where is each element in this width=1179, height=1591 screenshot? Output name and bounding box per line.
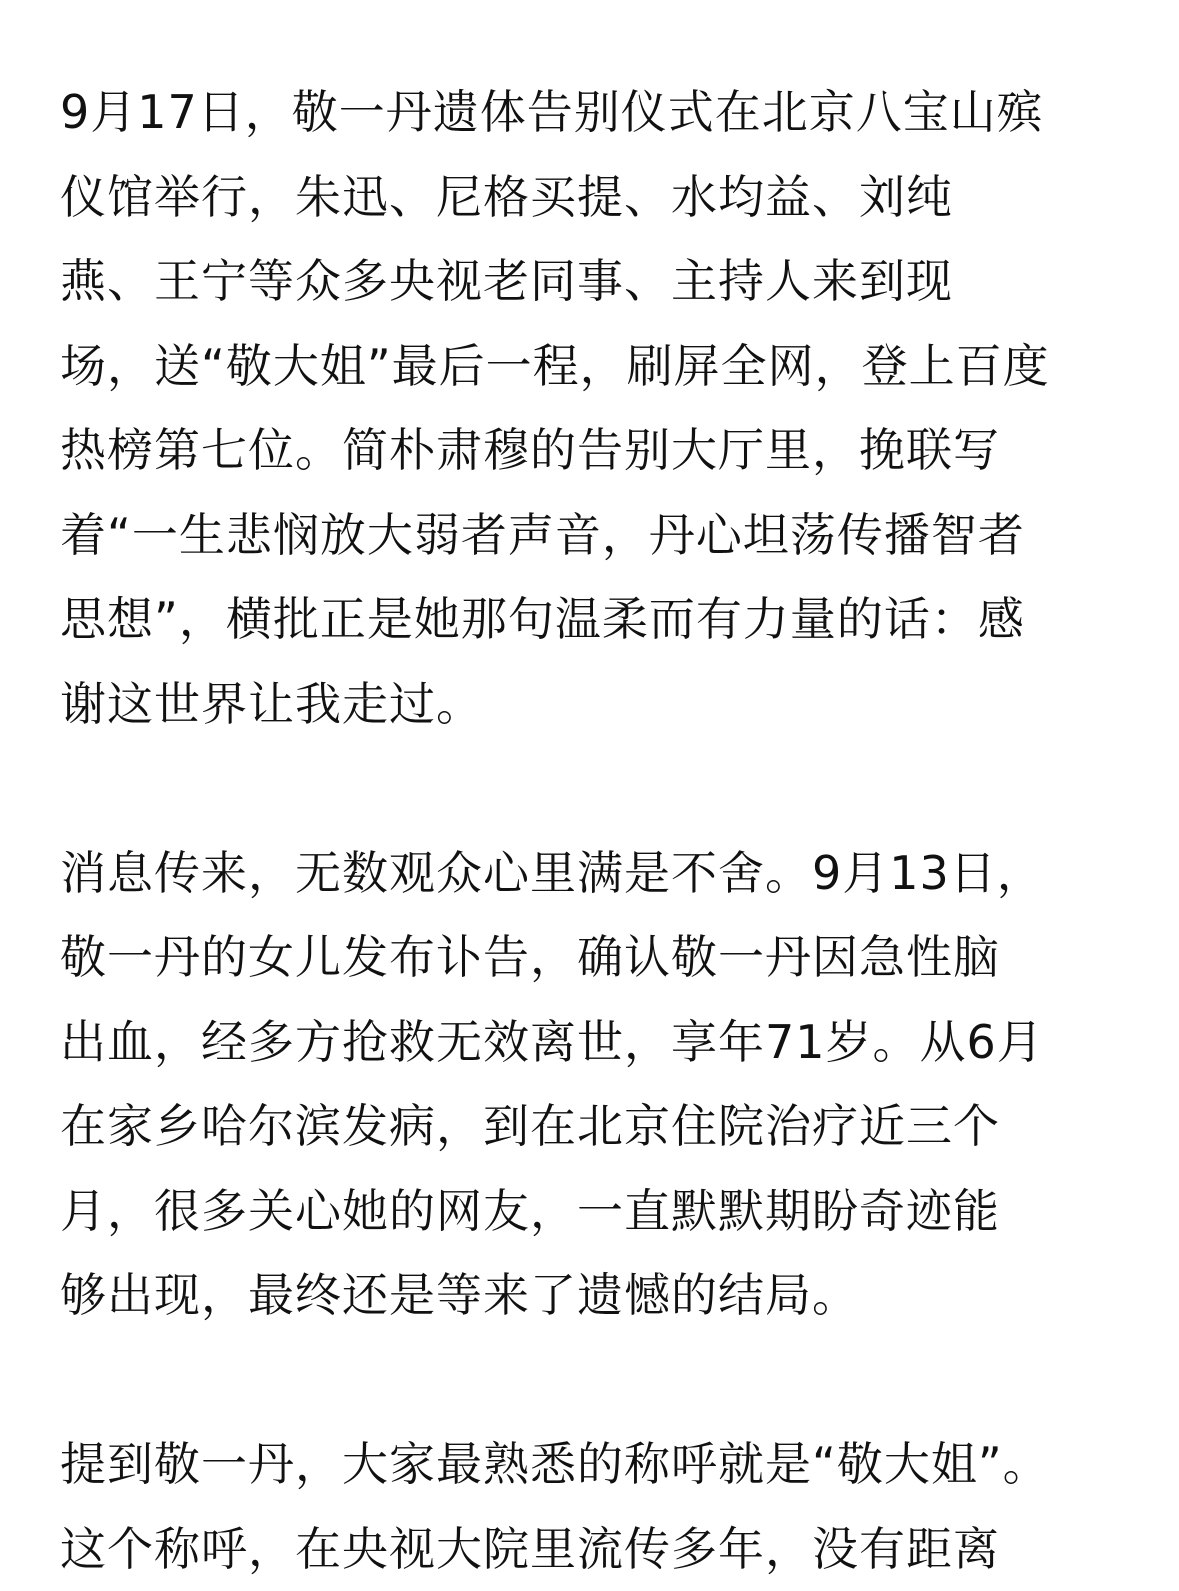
paragraph-1 xyxy=(60,70,1110,746)
text-line: 燕、王宁等众多央视老同事、主持人来到现 xyxy=(60,239,1110,324)
text-line: 提到敬一丹，大家最熟悉的称呼就是“敬大姐”。 xyxy=(60,1422,1110,1507)
text-line: 出血，经多方抢救无效离世，享年71岁。从6月 xyxy=(60,1000,1110,1085)
text-line: 热榜第七位。简朴肃穆的告别大厅里，挽联写 xyxy=(60,408,1110,493)
text-line: 9月17日，敬一丹遗体告别仪式在北京八宝山殡 xyxy=(60,70,1110,155)
text-line: 月，很多关心她的网友，一直默默期盼奇迹能 xyxy=(60,1169,1110,1254)
text-line: 在家乡哈尔滨发病，到在北京住院治疗近三个 xyxy=(60,1084,1110,1169)
text-line: 仪馆举行，朱迅、尼格买提、水均益、刘纯 xyxy=(60,155,1110,240)
text-line: 敬一丹的女儿发布讣告，确认敬一丹因急性脑 xyxy=(60,915,1110,1000)
paragraph-3 xyxy=(60,1422,1110,1591)
text-line: 消息传来，无数观众心里满是不舍。9月13日， xyxy=(60,831,1110,916)
article-body xyxy=(60,70,1110,1591)
text-line: 着“一生悲悯放大弱者声音，丹心坦荡传播智者 xyxy=(60,493,1110,578)
text-line: 场，送“敬大姐”最后一程，刷屏全网，登上百度 xyxy=(60,324,1110,409)
text-line: 这个称呼，在央视大院里流传多年，没有距离 xyxy=(60,1507,1110,1591)
paragraph-2 xyxy=(60,831,1110,1338)
text-line: 够出现，最终还是等来了遗憾的结局。 xyxy=(60,1253,1110,1338)
text-line: 思想”，横批正是她那句温柔而有力量的话：感 xyxy=(60,577,1110,662)
text-line: 谢这世界让我走过。 xyxy=(60,662,1110,747)
